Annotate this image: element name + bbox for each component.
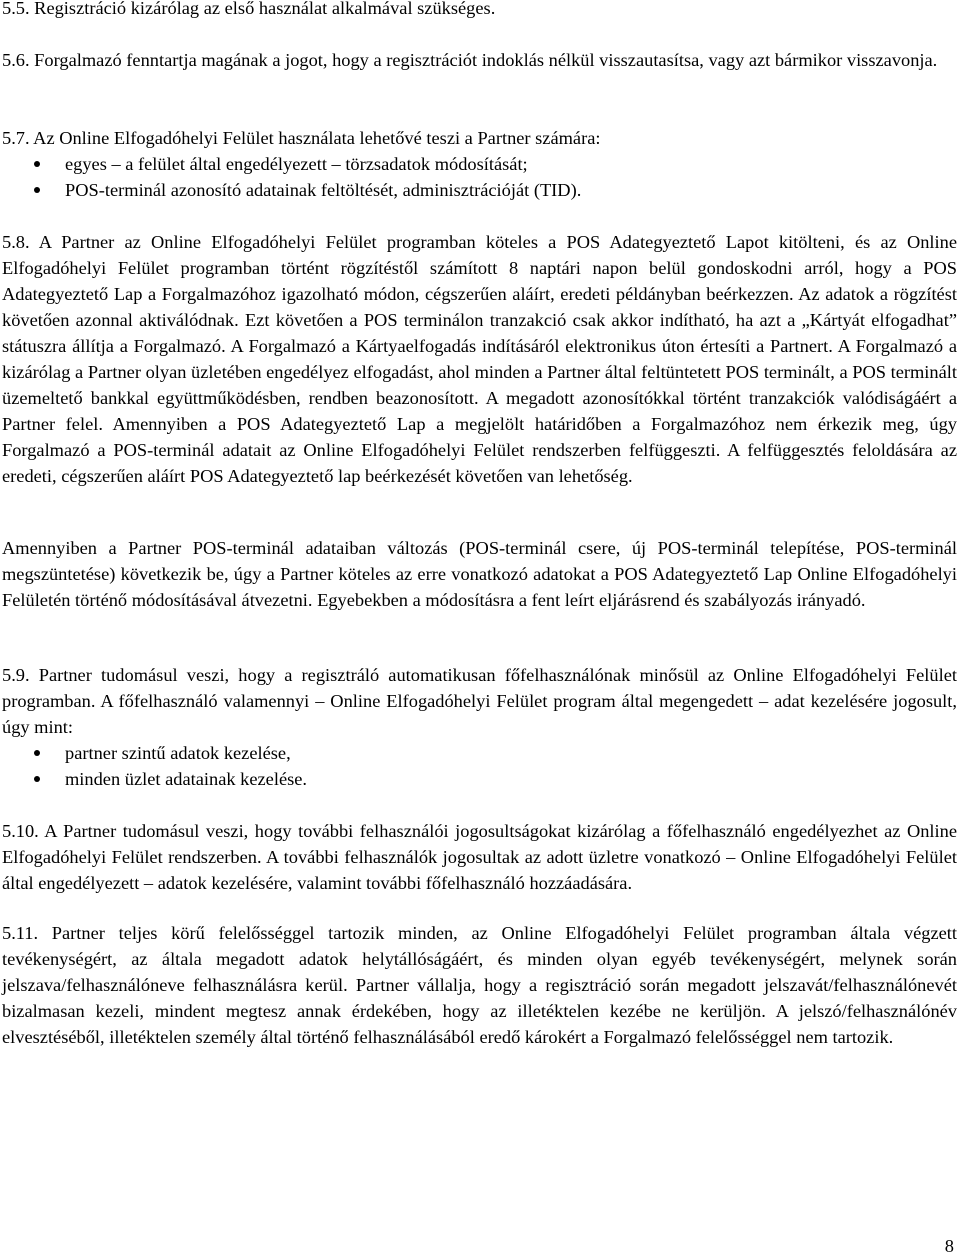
paragraph-5-10: 5.10. A Partner tudomásul veszi, hogy további felhasználói jogosultságokat kizárólag a főfelhasználó engedélyezhet az Online Elfogadóhelyi Felület rendszerben. A további felhasználók jogosultak az adott üzletre vonatkozó – Online Elfogadóhelyi Felület által engedélyezett – adatok kezelésére, valamint további főfelhasználó hozzáadására.	[2, 821, 957, 893]
page-number: 8	[944, 1236, 954, 1256]
list-item-text: egyes – a felület által engedélyezett – törzsadatok módosítását;	[65, 154, 528, 174]
bullet-list-5-9	[0, 740, 955, 792]
bullet-icon	[34, 750, 40, 756]
list-item-text: partner szintű adatok kezelése,	[65, 743, 291, 763]
paragraph-5-8: 5.8. A Partner az Online Elfogadóhelyi Felület programban köteles a POS Adategyeztető Lapot kitölteni, és az Online Elfogadóhelyi Felület programban történt rögzítéstől számított 8 naptári napon belül gondoskodni arról, hogy a POS Adategyeztető Lap a Forgalmazóhoz igazolható módon, cégszerűen aláírt, eredeti példányban beérkezzen. Az adatok a rögzítést követően azonnal aktiválódnak. Ezt követően a POS terminálon tranzakció csak akkor indítható, ha azt a „Kártyát elfogadhat” státuszra állítja a Forgalmazó. A Forgalmazó a Kártyaelfogadás indításáról elektronikus úton értesíti a Partnert. A Forgalmazó a kizárólag a Partner olyan üzletében engedélyez elfogadást, ahol minden a Partner által feltüntetett POS terminált, a POS terminált üzemeltető bankkal együttműködésben, rendben beazonosított. A megadott azonosítókkal történt tranzakciók valódiságáért a Partner felel. Amennyiben a POS Adategyeztető Lap a megjelölt határidőben a Forgalmazóhoz nem érkezik meg, úgy Forgalmazó a POS-terminál adatait az Online Elfogadóhelyi Felület rendszerben felfüggeszti. A felfüggesztés feloldására az eredeti, cégszerűen aláírt POS Adategyeztető lap beérkezését követően van lehetőség.	[2, 232, 957, 486]
bullet-icon	[34, 776, 40, 782]
paragraph-5-6: 5.6. Forgalmazó fenntartja magának a jogot, hogy a regisztrációt indoklás nélkül visszautasítsa, vagy azt bármikor visszavonja.	[2, 50, 938, 70]
bullet-icon	[34, 161, 40, 167]
list-item	[0, 740, 955, 766]
paragraph-5-8-continuation: Amennyiben a Partner POS-terminál adataiban változás (POS-terminál csere, új POS-terminál telepítése, POS-terminál megszüntetése) következik be, úgy a Partner köteles az erre vonatkozó adatokat a POS Adategyeztető Lap Online Elfogadóhelyi Felületén történő módosításával átvezetni. Egyebekben a módosításra a fent leírt eljárásrend és szabályozás irányadó.	[2, 538, 957, 610]
paragraph-5-11: 5.11. Partner teljes körű felelősséggel tartozik minden, az Online Elfogadóhelyi Felület programban általa végzett tevékenységért, az általa megadott adatok helytállóságáért, és minden olyan egyéb tevékenységért, melynek során jelszava/felhasználóneve felhasználásra kerül. Partner vállalja, hogy a regisztráció során megadott jelszavát/felhasználónevét bizalmasan kezeli, mindent megtesz annak érdekében, hogy az illetéktelen kezébe ne kerüljön. A jelszó/felhasználónév elvesztéséből, illetéktelen személy által történő felhasználásából eredő károkért a Forgalmazó felelősséggel nem tartozik.	[2, 923, 957, 1047]
list-item	[0, 766, 955, 792]
list-item	[0, 151, 955, 177]
paragraph-5-7-intro: 5.7. Az Online Elfogadóhelyi Felület használata lehetővé teszi a Partner számára:	[2, 128, 601, 148]
bullet-list-5-7	[0, 151, 955, 203]
paragraph-5-5: 5.5. Regisztráció kizárólag az első használat alkalmával szükséges.	[2, 0, 496, 18]
paragraph-5-9: 5.9. Partner tudomásul veszi, hogy a regisztráló automatikusan főfelhasználónak minősül az Online Elfogadóhelyi Felület programban. A főfelhasználó valamennyi – Online Elfogadóhelyi Felület program által megengedett – adat kezelésére jogosult, úgy mint:	[2, 665, 957, 737]
list-item	[0, 177, 955, 203]
bullet-icon	[34, 187, 40, 193]
list-item-text: minden üzlet adatainak kezelése.	[65, 769, 308, 789]
list-item-text: POS-terminál azonosító adatainak feltöltését, adminisztrációját (TID).	[65, 180, 582, 200]
